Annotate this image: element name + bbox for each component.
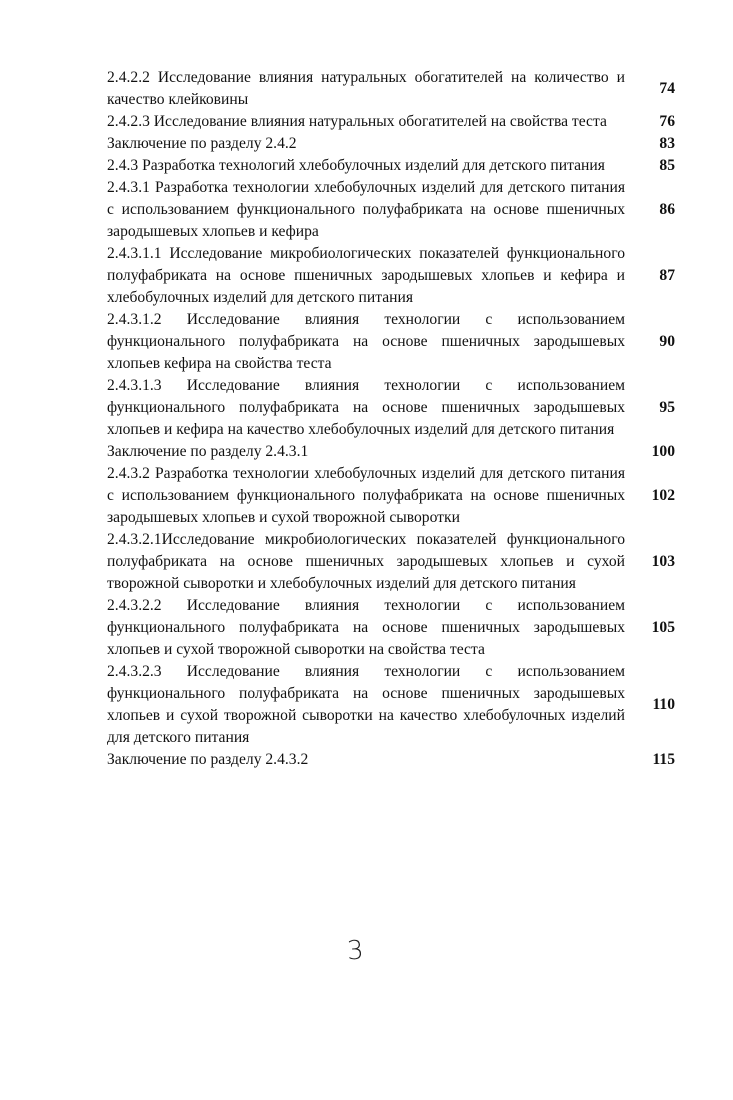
- toc-entry-page: 110: [652, 696, 675, 713]
- handwritten-page-number: 3: [345, 935, 365, 967]
- toc-entry-2-4-3-2-3: [107, 661, 677, 749]
- toc-entry-title: 2.4.3 Разработка технологий хлебобулочных изделий для детского питания: [107, 157, 605, 174]
- toc-entry-conclusion-2-4-3-2: [107, 749, 677, 771]
- toc-entry-2-4-3-2-1: [107, 529, 677, 595]
- toc-entry-2-4-3-1-1: [107, 243, 677, 309]
- toc-entry-title: 2.4.3.1.3 Исследование влияния технологии с использованием функционального полуфабриката на основе пшеничных зародышевых хлопьев и кефира на качество хлебобулочных изделий для детского питания: [107, 377, 625, 438]
- toc-entry-2-4-3-1: [107, 177, 677, 243]
- toc-entry-title: 2.4.3.1.2 Исследование влияния технологии с использованием функционального полуфабриката на основе пшеничных зародышевых хлопьев кефира на свойства теста: [107, 311, 625, 372]
- toc-entry-2-4-3-1-2: [107, 309, 677, 375]
- toc-entry-page: 95: [659, 399, 675, 416]
- toc-entry-title: 2.4.3.2.2 Исследование влияния технологии с использованием функционального полуфабриката на основе пшеничных зародышевых хлопьев и сухой творожной сыворотки на свойства теста: [107, 597, 625, 658]
- toc-entry-title: Заключение по разделу 2.4.2: [107, 135, 297, 152]
- toc-entry-page: 100: [651, 443, 675, 460]
- toc-entry-title: 2.4.3.2.3 Исследование влияния технологии с использованием функционального полуфабриката на основе пшеничных зародышевых хлопьев и сухой творожной сыворотки на качество хлебобулочных изделий для детского питания: [107, 663, 625, 746]
- table-of-contents: [107, 67, 677, 771]
- toc-entry-title: Заключение по разделу 2.4.3.2: [107, 751, 309, 768]
- toc-entry-title: 2.4.2.3 Исследование влияния натуральных обогатителей на свойства теста: [107, 113, 607, 130]
- toc-entry-title: 2.4.2.2 Исследование влияния натуральных обогатителей на количество и качество клейковины: [107, 69, 625, 108]
- toc-entry-title: 2.4.3.2 Разработка технологии хлебобулочных изделий для детского питания с использованием функционального полуфабриката на основе пшеничных зародышевых хлопьев и сухой творожной сыворотки: [107, 465, 625, 526]
- toc-entry-conclusion-2-4-2: [107, 133, 677, 155]
- toc-entry-page: 85: [659, 157, 675, 174]
- toc-entry-2-4-3: [107, 155, 677, 177]
- toc-entry-page: 83: [659, 135, 675, 152]
- toc-entry-page: 105: [651, 619, 675, 636]
- toc-entry-page: 102: [651, 487, 675, 504]
- toc-entry-page: 76: [659, 113, 675, 130]
- toc-entry-title: 2.4.3.2.1Исследование микробиологических показателей функционального полуфабриката на основе пшеничных зародышевых хлопьев и сухой творожной сыворотки и хлебобулочных изделий для детского питания: [107, 531, 625, 592]
- toc-entry-2-4-2-3: [107, 111, 677, 133]
- toc-entry-page: 103: [651, 553, 675, 570]
- toc-entry-page: 74: [659, 80, 675, 97]
- toc-entry-page: 87: [659, 267, 675, 284]
- toc-entry-conclusion-2-4-3-1: [107, 441, 677, 463]
- toc-entry-2-4-3-1-3: [107, 375, 677, 441]
- toc-entry-page: 86: [659, 201, 675, 218]
- toc-entry-title: 2.4.3.1.1 Исследование микробиологических показателей функционального полуфабриката на основе пшеничных зародышевых хлопьев и кефира и хлебобулочных изделий для детского питания: [107, 245, 625, 306]
- toc-entry-title: 2.4.3.1 Разработка технологии хлебобулочных изделий для детского питания с использованием функционального полуфабриката на основе пшеничных зародышевых хлопьев и кефира: [107, 179, 625, 240]
- toc-entry-2-4-3-2-2: [107, 595, 677, 661]
- toc-entry-2-4-3-2: [107, 463, 677, 529]
- toc-entry-title: Заключение по разделу 2.4.3.1: [107, 443, 309, 460]
- toc-entry-page: 115: [652, 751, 675, 768]
- toc-entry-2-4-2-2: [107, 67, 677, 111]
- toc-entry-page: 90: [659, 333, 675, 350]
